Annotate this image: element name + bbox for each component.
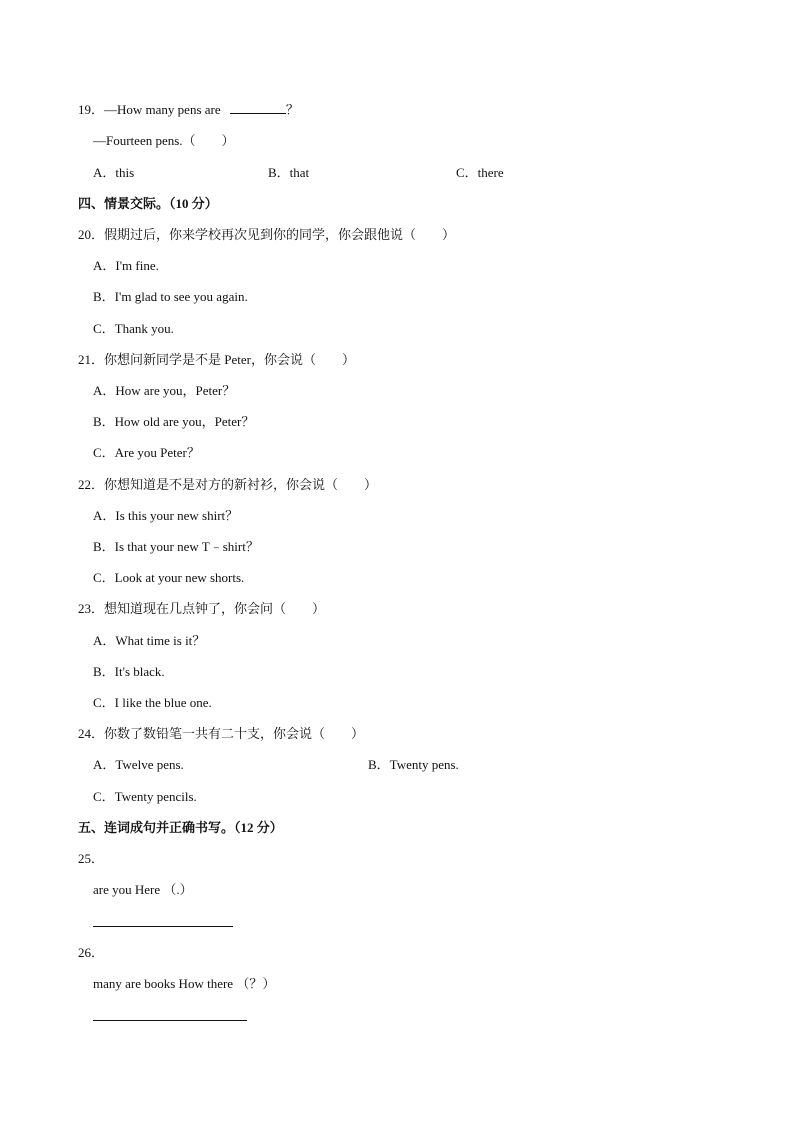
section-5-title: 五、连词成句并正确书写。（12 分） [78, 820, 283, 835]
question-22-option-b[interactable]: B．Is that your new T﹣shirt？ [93, 539, 259, 554]
question-21-stem: 21．你想问新同学是不是 Peter，你会说（ ） [78, 352, 355, 367]
question-21-option-b[interactable]: B．How old are you，Peter？ [93, 414, 255, 429]
option-a[interactable]: A．this [93, 165, 135, 180]
question-text: —How many pens are [104, 102, 221, 117]
question-25-number: 25． [78, 851, 105, 866]
section-4-title: 四、情景交际。（10 分） [78, 196, 218, 211]
question-24-option-a[interactable]: A．Twelve pens. [93, 757, 184, 772]
question-26-words: many are books How there （？） [93, 976, 276, 991]
question-24-stem: 24．你数了数铅笔一共有二十支，你会说（ ） [78, 726, 365, 741]
question-23-option-b[interactable]: B．It's black. [93, 664, 165, 679]
question-23-option-c[interactable]: C．I like the blue one. [93, 695, 212, 710]
question-20-option-c[interactable]: C．Thank you. [93, 321, 174, 336]
question-22-option-c[interactable]: C．Look at your new shorts. [93, 570, 245, 585]
question-24-option-b[interactable]: B．Twenty pens. [368, 757, 459, 772]
question-mark: ？ [285, 102, 299, 117]
option-c[interactable]: C．there [456, 165, 504, 180]
question-22-stem: 22．你想知道是不是对方的新衬衫，你会说（ ） [78, 477, 378, 492]
question-23-stem: 23．想知道现在几点钟了，你会问（ ） [78, 601, 326, 616]
question-19-stem [78, 101, 299, 119]
question-21-option-c[interactable]: C．Are you Peter？ [93, 445, 200, 460]
question-24-option-c[interactable]: C．Twenty pencils. [93, 789, 197, 804]
question-19-options [0, 164, 794, 182]
question-19-answer: —Fourteen pens.（ ） [93, 133, 235, 148]
question-25-answer-line[interactable] [93, 926, 233, 927]
question-number: 19． [78, 102, 105, 117]
question-23-option-a[interactable]: A．What time is it？ [93, 633, 206, 648]
question-26-number: 26． [78, 945, 105, 960]
question-26-answer-line[interactable] [93, 1020, 247, 1021]
question-20-option-b[interactable]: B．I'm glad to see you again. [93, 289, 248, 304]
question-22-option-a[interactable]: A．Is this your new shirt？ [93, 508, 239, 523]
question-20-stem: 20．假期过后，你来学校再次见到你的同学，你会跟他说（ ） [78, 227, 456, 242]
option-b[interactable]: B．that [268, 165, 310, 180]
question-25-words: are you Here （.） [93, 882, 193, 897]
question-21-option-a[interactable]: A．How are you，Peter？ [93, 383, 236, 398]
question-20-option-a[interactable]: A．I'm fine. [93, 258, 159, 273]
question-24-options-row [0, 756, 794, 774]
fill-blank[interactable] [230, 101, 286, 114]
